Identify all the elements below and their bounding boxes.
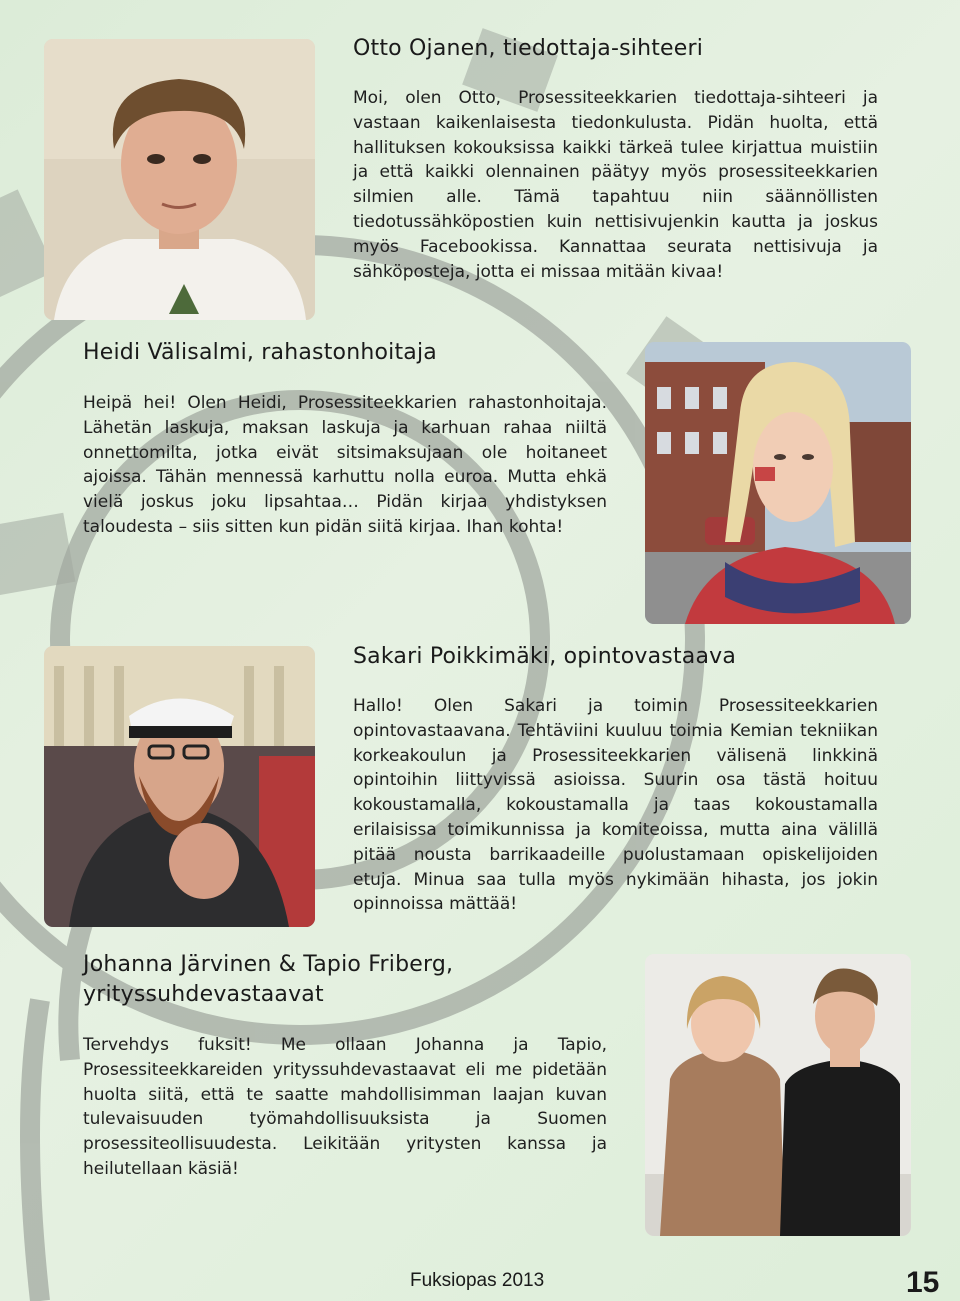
section-text-otto: Moi, olen Otto, Prosessiteekkarien tiedottaja-sihteeri ja vastaan kaikenlaisesta tiedonkulusta. Pidän huolta, että hallituksen kokouksissa kaikki tärkeä tulee kirjattua muistiin ja että kaikki olennainen päätyy myös prosessiteekkarien silmien alle. Tämä tapahtuu niin säännöllisten tiedotussähköpostien kuin nettisivujenkin kautta ja joskus myös Facebookissa. Kannattaa seurata nettisivuja ja sähköposteja, jotta ei missaa mitään kivaa!: [353, 88, 878, 282]
section-text-johanna-tapio: Tervehdys fuksit! Me ollaan Johanna ja Tapio, Prosessiteekkareiden yrityssuhdevastaavat eli me pidetään huolta siitä, että te saatte mahdollisimman laajan kuvan tulevaisuuden työmahdollisuuksista ja Suomen prosessiteollisuudesta. Leikitään yritysten kanssa ja heilutellaan käsiä!: [83, 1035, 607, 1179]
page-number: 15: [906, 1266, 940, 1299]
footer-title: Fuksiopas 2013: [410, 1270, 545, 1291]
heading-line-2: yrityssuhdevastaavat: [83, 982, 324, 1007]
photo-otto: [44, 39, 315, 320]
heading-line-1: Johanna Järvinen & Tapio Friberg,: [83, 952, 454, 977]
photo-heidi: [645, 342, 911, 624]
section-text-heidi: Heipä hei! Olen Heidi, Prosessiteekkarien rahastonhoitaja. Lähetän laskuja, maksan laskuja ja karhuan rahaa niiltä onnettomilta, jotka eivät sitsimaksujaan ole hoitaneet ajoissa. Tähän mennessä karhuttu nolla euroa. Mutta ehkä vielä joskus joku lipsahtaa… Pidän kirjaa yhdistyksen taloudesta – siis sitten kun pidän siitä kirjaa. Ihan kohta!: [83, 393, 607, 537]
section-text-sakari: Hallo! Olen Sakari ja toimin Prosessiteekkarien opintovastaavana. Tehtäviini kuuluu toimia Kemian tekniikan korkeakoulun ja Prosessiteekkarien välisenä linkkinä opintoihin liittyvissä asioissa. Suurin osa tästä hoituu kokoustamalla, kokoustamalla ja taas kokoustamalla erilaisissa toimikunnissa ja komiteoissa, mutta aina välillä pitää nousta barrikaadeille puolustamaan opiskelijoiden etuja. Minua saa tulla myös nykimään hihasta, jos jokin opinnoissa mättää!: [353, 696, 878, 915]
section-heading-heidi: Heidi Välisalmi, rahastonhoitaja: [83, 340, 437, 365]
section-heading-otto: Otto Ojanen, tiedottaja-sihteeri: [353, 36, 704, 61]
photo-sakari: [44, 646, 315, 927]
section-heading-johanna-tapio: [83, 950, 453, 1010]
section-heading-sakari: Sakari Poikkimäki, opintovastaava: [353, 644, 737, 669]
photo-johanna-tapio: [645, 954, 911, 1236]
